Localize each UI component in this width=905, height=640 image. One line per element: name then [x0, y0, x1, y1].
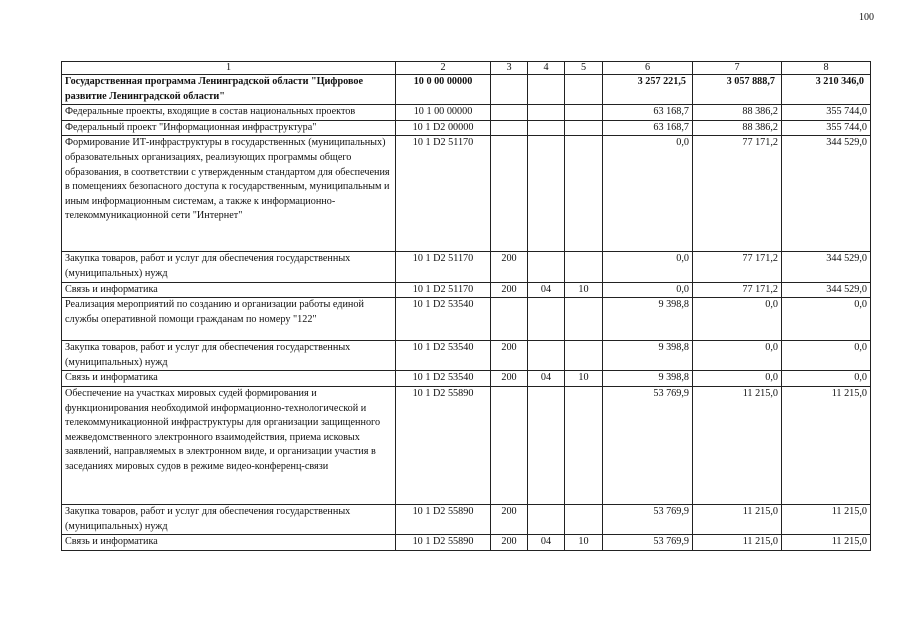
row-col3: 200	[491, 535, 528, 551]
row-value-7: 88 386,2	[693, 105, 782, 121]
row-value-7: 11 215,0	[693, 386, 782, 504]
col-header-2: 2	[396, 62, 491, 75]
row-value-8: 344 529,0	[782, 252, 871, 282]
row-col3	[491, 298, 528, 341]
row-code: 10 1 D2 55890	[396, 504, 491, 534]
table-row	[62, 386, 871, 504]
col-header-7: 7	[693, 62, 782, 75]
table-row	[62, 504, 871, 534]
row-value-6: 9 398,8	[603, 371, 693, 387]
row-code: 10 1 D2 53540	[396, 341, 491, 371]
row-code: 10 1 D2 51170	[396, 136, 491, 252]
col-header-3: 3	[491, 62, 528, 75]
row-col3	[491, 120, 528, 136]
col-header-8: 8	[782, 62, 871, 75]
row-value-8: 355 744,0	[782, 105, 871, 121]
row-name: Связь и информатика	[62, 282, 396, 298]
row-name: Федеральный проект "Информационная инфраструктура"	[62, 120, 396, 136]
table-row	[62, 282, 871, 298]
row-name: Формирование ИТ-инфраструктуры в государственных (муниципальных) образовательных организациях, реализующих программы общего образования, в соответствии с утвержденным стандартом для обеспечения в помещениях безопасного доступа к государственным, муниципальным и иным информационным системам, а также к информационно-телекоммуникационной сети "Интернет"	[62, 136, 396, 252]
row-value-8: 11 215,0	[782, 504, 871, 534]
row-col4: 04	[528, 535, 565, 551]
table-row	[62, 105, 871, 121]
table-row	[62, 341, 871, 371]
row-col5	[565, 105, 603, 121]
row-col5	[565, 75, 603, 105]
table-row	[62, 252, 871, 282]
row-code: 10 1 D2 53540	[396, 298, 491, 341]
row-col4	[528, 252, 565, 282]
row-value-6: 9 398,8	[603, 298, 693, 341]
row-col5	[565, 252, 603, 282]
row-value-7: 3 057 888,7	[693, 75, 782, 105]
row-col4	[528, 75, 565, 105]
row-value-6: 63 168,7	[603, 105, 693, 121]
row-code: 10 1 D2 55890	[396, 386, 491, 504]
row-col3: 200	[491, 282, 528, 298]
table-row	[62, 75, 871, 105]
row-code: 10 1 D2 00000	[396, 120, 491, 136]
row-code: 10 1 D2 55890	[396, 535, 491, 551]
row-col3: 200	[491, 371, 528, 387]
col-header-6: 6	[603, 62, 693, 75]
row-value-8: 11 215,0	[782, 535, 871, 551]
row-name: Связь и информатика	[62, 371, 396, 387]
row-col3	[491, 75, 528, 105]
row-col3: 200	[491, 252, 528, 282]
row-value-7: 11 215,0	[693, 535, 782, 551]
table-row	[62, 136, 871, 252]
row-value-6: 53 769,9	[603, 535, 693, 551]
row-name: Реализация мероприятий по созданию и организации работы единой службы оперативной помощи гражданам по номеру "122"	[62, 298, 396, 341]
row-col5	[565, 504, 603, 534]
table-row	[62, 371, 871, 387]
row-code: 10 1 D2 51170	[396, 252, 491, 282]
row-value-7: 0,0	[693, 341, 782, 371]
row-value-8: 344 529,0	[782, 136, 871, 252]
row-col4	[528, 136, 565, 252]
row-col3	[491, 386, 528, 504]
row-value-6: 53 769,9	[603, 386, 693, 504]
row-name: Связь и информатика	[62, 535, 396, 551]
row-value-6: 0,0	[603, 136, 693, 252]
row-col4: 04	[528, 371, 565, 387]
col-header-4: 4	[528, 62, 565, 75]
row-value-7: 88 386,2	[693, 120, 782, 136]
table-body	[62, 62, 871, 551]
row-col4	[528, 120, 565, 136]
row-name: Государственная программа Ленинградской области "Цифровое развитие Ленинградской области"	[62, 75, 396, 105]
row-name: Обеспечение на участках мировых судей формирования и функционирования необходимой информационно-технологической и телекоммуникационной инфраструктуры для организации защищенного межведомственного электронного взаимодействия, приема исковых заявлений, направляемых в электронном виде, и организации участия в заседаниях мировых судов в режиме видео-конференц-связи	[62, 386, 396, 504]
row-value-7: 11 215,0	[693, 504, 782, 534]
row-col3: 200	[491, 504, 528, 534]
row-value-8: 344 529,0	[782, 282, 871, 298]
row-value-6: 9 398,8	[603, 341, 693, 371]
row-name: Федеральные проекты, входящие в состав национальных проектов	[62, 105, 396, 121]
row-code: 10 1 00 00000	[396, 105, 491, 121]
row-value-6: 63 168,7	[603, 120, 693, 136]
row-value-8: 0,0	[782, 371, 871, 387]
row-col5	[565, 298, 603, 341]
row-code: 10 0 00 00000	[396, 75, 491, 105]
row-col5: 10	[565, 282, 603, 298]
page-number: 100	[859, 12, 874, 23]
row-value-7: 77 171,2	[693, 136, 782, 252]
row-value-7: 77 171,2	[693, 282, 782, 298]
header-row	[62, 62, 871, 75]
row-col4	[528, 298, 565, 341]
row-value-8: 3 210 346,0	[782, 75, 871, 105]
row-col4	[528, 386, 565, 504]
row-code: 10 1 D2 51170	[396, 282, 491, 298]
table-row	[62, 298, 871, 341]
row-col4: 04	[528, 282, 565, 298]
row-value-8: 355 744,0	[782, 120, 871, 136]
row-col5: 10	[565, 371, 603, 387]
row-col5	[565, 120, 603, 136]
row-code: 10 1 D2 53540	[396, 371, 491, 387]
row-value-7: 0,0	[693, 298, 782, 341]
row-name: Закупка товаров, работ и услуг для обеспечения государственных (муниципальных) нужд	[62, 504, 396, 534]
row-value-6: 3 257 221,5	[603, 75, 693, 105]
row-col4	[528, 341, 565, 371]
budget-table	[61, 61, 871, 551]
row-col5	[565, 386, 603, 504]
col-header-5: 5	[565, 62, 603, 75]
row-value-6: 0,0	[603, 252, 693, 282]
row-value-7: 77 171,2	[693, 252, 782, 282]
row-value-6: 0,0	[603, 282, 693, 298]
row-value-8: 0,0	[782, 298, 871, 341]
row-col5	[565, 341, 603, 371]
col-header-1: 1	[62, 62, 396, 75]
row-col5	[565, 136, 603, 252]
row-value-8: 11 215,0	[782, 386, 871, 504]
row-col3: 200	[491, 341, 528, 371]
table-row	[62, 120, 871, 136]
row-value-7: 0,0	[693, 371, 782, 387]
row-value-6: 53 769,9	[603, 504, 693, 534]
row-name: Закупка товаров, работ и услуг для обеспечения государственных (муниципальных) нужд	[62, 341, 396, 371]
row-col3	[491, 105, 528, 121]
row-col4	[528, 105, 565, 121]
row-col5: 10	[565, 535, 603, 551]
row-col3	[491, 136, 528, 252]
row-col4	[528, 504, 565, 534]
table-row	[62, 535, 871, 551]
row-value-8: 0,0	[782, 341, 871, 371]
row-name: Закупка товаров, работ и услуг для обеспечения государственных (муниципальных) нужд	[62, 252, 396, 282]
